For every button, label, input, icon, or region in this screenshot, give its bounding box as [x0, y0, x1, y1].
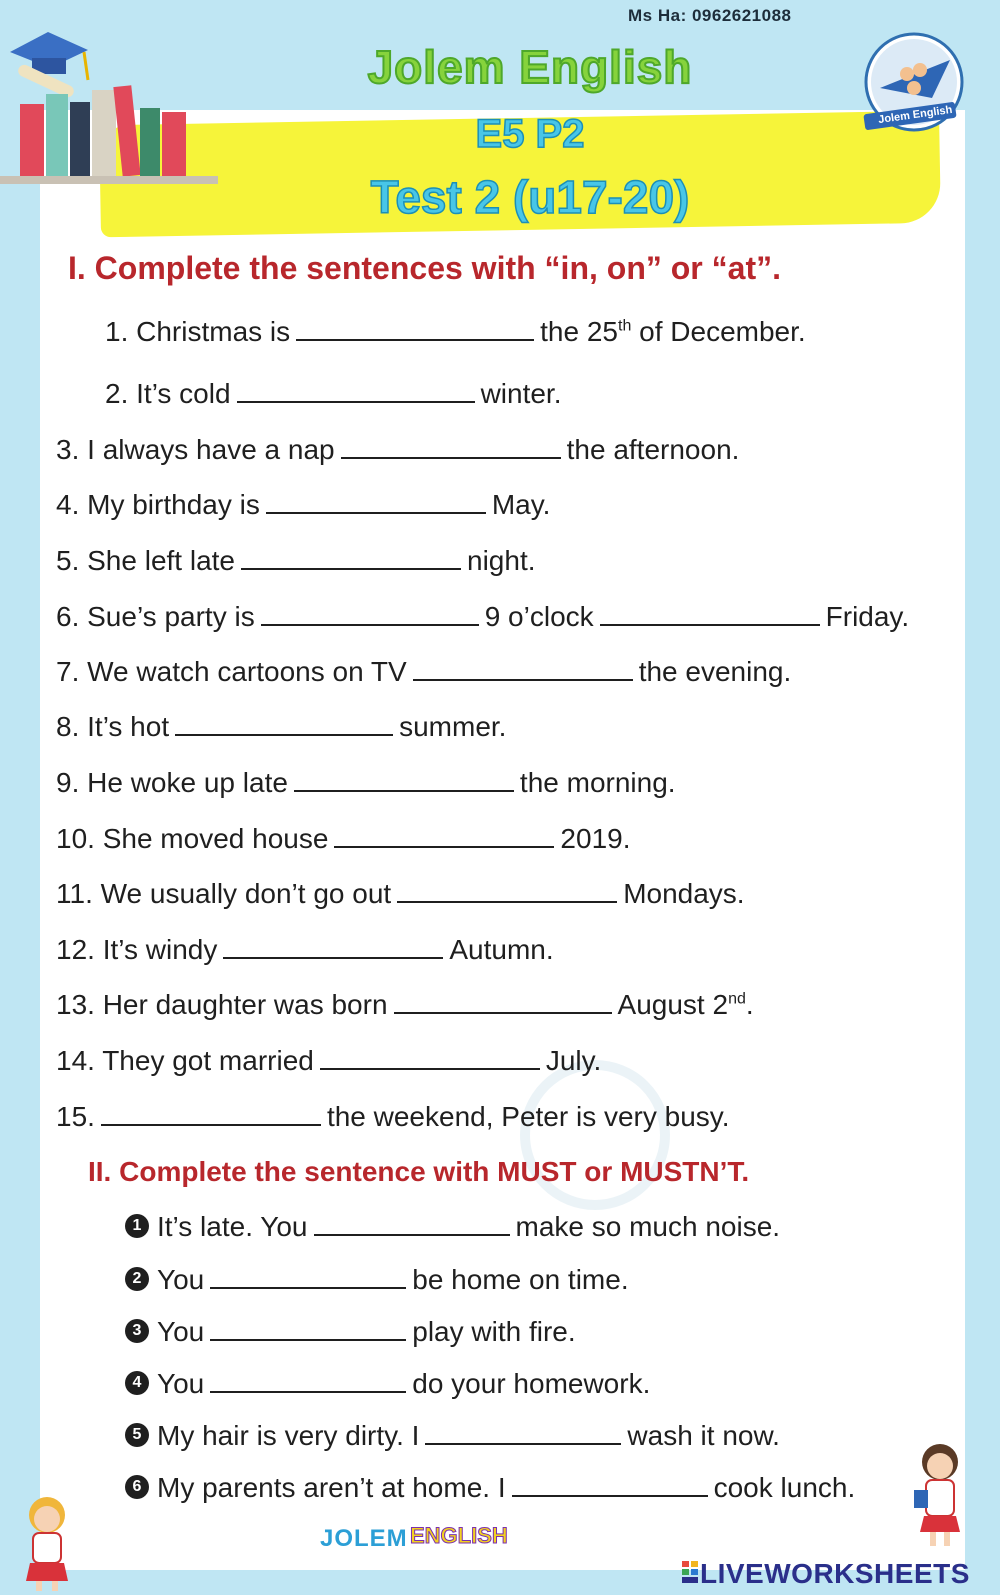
- contact-phone: Ms Ha: 0962621088: [628, 6, 792, 25]
- sentence-start: 1. Christmas is: [105, 316, 291, 347]
- girl-cartoon-icon: [18, 1493, 76, 1593]
- list-item: [125, 1210, 780, 1243]
- list-item: [56, 655, 791, 688]
- sentence-end: Mondays.: [623, 878, 745, 909]
- list-item: [56, 766, 676, 799]
- list-item: [56, 1044, 601, 1077]
- sentence-end: Autumn.: [449, 934, 554, 965]
- sentence-start: 3. I always have a nap: [56, 434, 335, 465]
- sentence-start: 11. We usually don’t go out: [56, 878, 392, 909]
- sentence-end: cook lunch.: [713, 1472, 856, 1503]
- answer-blank[interactable]: [334, 822, 554, 848]
- item-number-badge: 1: [125, 1214, 149, 1238]
- course-code: E5 P2: [475, 112, 585, 156]
- list-item: [125, 1419, 780, 1452]
- sentence-end: the weekend, Peter is very busy.: [326, 1101, 730, 1132]
- books-graduation-icon: [0, 20, 225, 190]
- answer-blank[interactable]: [341, 433, 561, 459]
- sentence-end: August 2: [617, 989, 729, 1020]
- list-item: [56, 544, 536, 577]
- sentence-end: be home on time.: [412, 1264, 629, 1295]
- sentence-middle: 9 o’clock: [484, 601, 594, 632]
- liveworksheets-logo-icon: [682, 1561, 698, 1583]
- footer-brand-jolem: JOLEM: [320, 1525, 408, 1552]
- sentence-start: You: [157, 1316, 205, 1347]
- sentence-start: 2. It’s cold: [105, 378, 231, 409]
- sentence-end: 2019.: [560, 823, 631, 854]
- sentence-end: play with fire.: [412, 1316, 576, 1347]
- sentence-start: 12. It’s windy: [56, 934, 218, 965]
- sentence-end: the evening.: [638, 656, 792, 687]
- brand-title: Jolem English: [367, 41, 693, 93]
- list-item: [125, 1471, 855, 1504]
- answer-blank[interactable]: [261, 600, 479, 626]
- ordinal-suffix: th: [618, 317, 632, 335]
- sentence-end: the 25: [540, 316, 619, 347]
- sentence-start: 5. She left late: [56, 545, 236, 576]
- sentence-start: 13. Her daughter was born: [56, 989, 388, 1020]
- section1-title: I. Complete the sentences with “in, on” or “at”.: [68, 250, 781, 286]
- list-item: [125, 1315, 576, 1348]
- test-title: Test 2 (u17-20): [370, 171, 690, 223]
- sentence-start: 4. My birthday is: [56, 489, 260, 520]
- sentence-end-rest: .: [745, 989, 754, 1020]
- answer-blank[interactable]: [314, 1210, 510, 1236]
- answer-blank[interactable]: [210, 1315, 406, 1341]
- item-number-badge: 4: [125, 1371, 149, 1395]
- list-item: [56, 488, 550, 521]
- answer-blank[interactable]: [320, 1044, 540, 1070]
- list-item: [125, 1367, 650, 1400]
- sentence-end: summer.: [399, 711, 507, 742]
- sentence-end: July.: [545, 1045, 602, 1076]
- sentence-end: the afternoon.: [566, 434, 740, 465]
- list-item: [105, 377, 562, 410]
- answer-blank[interactable]: [512, 1471, 708, 1497]
- answer-blank[interactable]: [600, 600, 820, 626]
- sentence-end: winter.: [480, 378, 562, 409]
- item-number-badge: 6: [125, 1475, 149, 1499]
- girl-student-icon: [910, 1440, 970, 1550]
- list-item: [56, 988, 754, 1021]
- sentence-end: May.: [491, 489, 551, 520]
- answer-blank[interactable]: [223, 933, 443, 959]
- list-item: [125, 1263, 629, 1296]
- badge-label: Jolem English: [877, 103, 954, 127]
- section2-title: II. Complete the sentence with MUST or MUSTN’T.: [88, 1156, 750, 1187]
- sentence-end: Friday.: [825, 601, 910, 632]
- sentence-start: It’s late. You: [157, 1211, 308, 1242]
- answer-blank[interactable]: [296, 315, 534, 341]
- sentence-start: 7. We watch cartoons on TV: [56, 656, 407, 687]
- answer-blank[interactable]: [397, 877, 617, 903]
- answer-blank[interactable]: [294, 766, 514, 792]
- answer-blank[interactable]: [425, 1419, 621, 1445]
- sentence-end: do your homework.: [412, 1368, 651, 1399]
- list-item: [56, 433, 739, 466]
- list-item: [105, 315, 806, 348]
- item-number-badge: 2: [125, 1267, 149, 1291]
- footer-brand-english: ENGLISH: [410, 1523, 508, 1548]
- answer-blank[interactable]: [394, 988, 612, 1014]
- list-item: [56, 933, 554, 966]
- list-item: [56, 1100, 730, 1133]
- item-number-badge: 3: [125, 1319, 149, 1343]
- answer-blank[interactable]: [175, 710, 393, 736]
- sentence-end: the morning.: [519, 767, 676, 798]
- list-item: [56, 710, 506, 743]
- sentence-start: You: [157, 1264, 205, 1295]
- answer-blank[interactable]: [210, 1367, 406, 1393]
- sentence-end: make so much noise.: [515, 1211, 781, 1242]
- answer-blank[interactable]: [210, 1263, 406, 1289]
- sentence-start: You: [157, 1368, 205, 1399]
- sentence-end: wash it now.: [627, 1420, 780, 1451]
- sentence-start: 15.: [56, 1101, 95, 1132]
- list-item: [56, 600, 909, 633]
- sentence-end: night.: [467, 545, 536, 576]
- footer-liveworksheets: LIVEWORKSHEETS: [700, 1558, 970, 1589]
- answer-blank[interactable]: [241, 544, 461, 570]
- sentence-start: 10. She moved house: [56, 823, 329, 854]
- answer-blank[interactable]: [266, 488, 486, 514]
- answer-blank[interactable]: [237, 377, 475, 403]
- sentence-start: My hair is very dirty. I: [157, 1420, 420, 1451]
- sentence-start: 14. They got married: [56, 1045, 314, 1076]
- sentence-start: 6. Sue’s party is: [56, 601, 255, 632]
- list-item: [56, 877, 745, 910]
- ordinal-suffix: nd: [728, 990, 746, 1008]
- sentence-start: My parents aren’t at home. I: [157, 1472, 506, 1503]
- sentence-start: 8. It’s hot: [56, 711, 170, 742]
- item-number-badge: 5: [125, 1423, 149, 1447]
- answer-blank[interactable]: [101, 1100, 321, 1126]
- answer-blank[interactable]: [413, 655, 633, 681]
- list-item: [56, 822, 631, 855]
- sentence-start: 9. He woke up late: [56, 767, 288, 798]
- sentence-end-rest: of December.: [631, 316, 806, 347]
